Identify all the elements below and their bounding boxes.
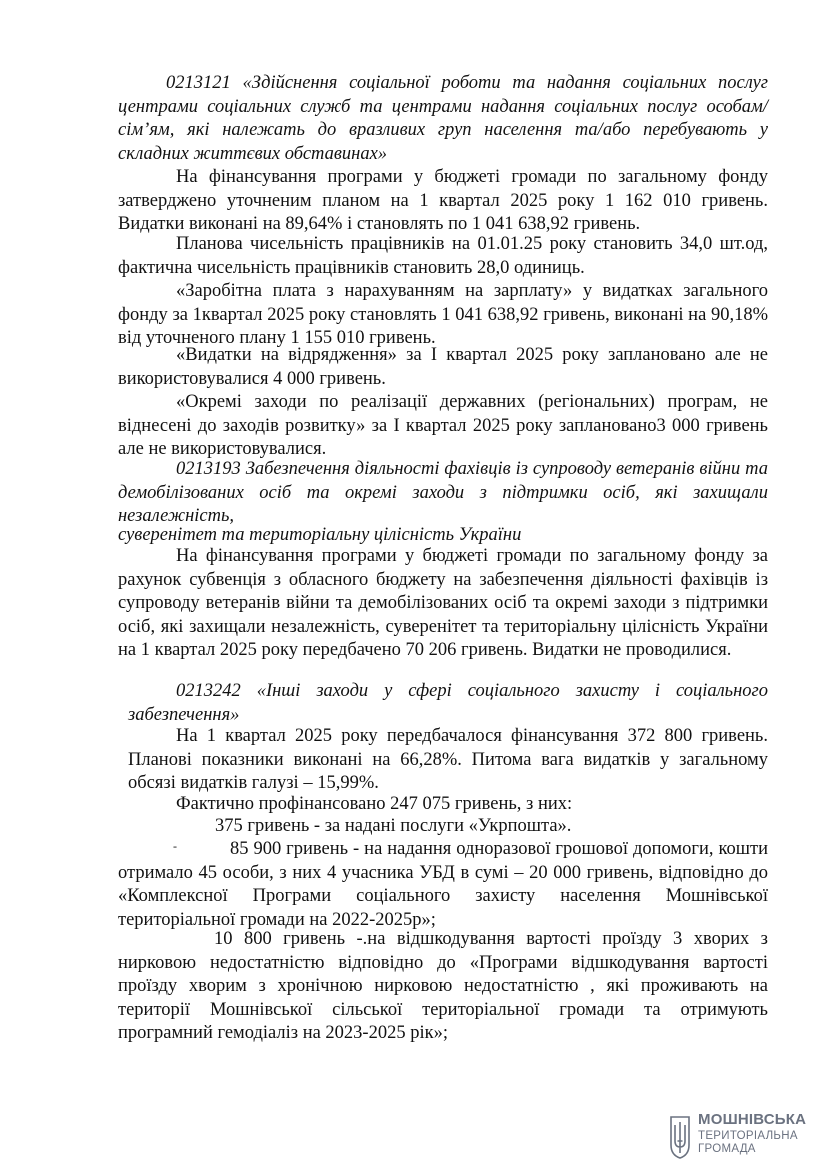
- paragraph-ukrposhta: 375 гривень - за надані послуги «Укрпошта».: [215, 816, 572, 836]
- logo-subtitle-line-2: ГРОМАДА: [698, 1143, 756, 1155]
- section-heading-0213242: 0213242 «Інші заходи у сфері соціального захисту і соціального забезпечення»: [128, 681, 768, 725]
- paragraph-travel-expenses: «Видатки на відрядження» за І квартал 2025 року заплановано але не використовувалися 4 000 гривень.: [118, 345, 768, 389]
- paragraph-dialysis-compensation: 10 800 гривень -.на відшкодування вартості проїзду 3 хворих з нирковою недостатністю відповідно до «Програми відшкодування вартості проїзду хворим з хронічною нирковою недостатністю , які проживають на території Мошнівської сільської територіальної громади та отримують програмний гемодіаліз на 2023-2025 рік»;: [118, 929, 768, 1043]
- paragraph-staff-count: Планова чисельність працівників на 01.01.25 року становить 34,0 шт.од, фактична чисельність працівників становить 28,0 одиниць.: [118, 234, 768, 278]
- logo-subtitle-line-1: ТЕРИТОРІАЛЬНА: [698, 1130, 798, 1142]
- trident-icon: [668, 1115, 692, 1159]
- paragraph-veterans-funding: На фінансування програми у бюджеті громади по загальному фонду за рахунок субвенція з обласного бюджету на забезпечення діяльності фахівців із супроводу ветеранів війни та демобілізованих осіб та окремі заходи з підтримки осіб, які захищали незалежність, суверенітет та територіальну цілісність України на 1 квартал 2025 року передбачено 70 206 гривень. Видатки не проводилися.: [118, 546, 768, 660]
- paragraph-social-protection-funding: На 1 квартал 2025 року передбачалося фінансування 372 800 гривень. Планові показники виконані на 66,28%. Питома вага видатків у загальному обсязі видатків галузі – 15,99%.: [128, 726, 768, 793]
- paragraph-one-time-aid: 85 900 гривень - на надання одноразової грошової допомоги, кошти отримало 45 особи, з них 4 учасника УБД в сумі – 20 000 гривень, відповідно до «Комплексної Програми соціального захисту населення Мошнівської територіальної громади на 2022-2025р»;: [118, 839, 768, 930]
- paragraph-actual-financing: Фактично профінансовано 247 075 гривень, з них:: [176, 794, 573, 814]
- section-heading-0213193-continued: суверенітет та територіальну цілісність України: [118, 525, 522, 545]
- section-heading-0213193: 0213193 Забезпечення діяльності фахівців із супроводу ветеранів війни та демобілізованих осіб та окремі заходи з підтримки осіб, які захищали незалежність,: [118, 459, 768, 526]
- paragraph-state-programs: «Окремі заходи по реалізації державних (регіональних) програм, не віднесені до заходів розвитку» за І квартал 2025 року заплановано3 000 гривень але не використовувалися.: [118, 392, 768, 459]
- community-logo: [668, 1112, 818, 1164]
- section-heading-0213121: 0213121 «Здійснення соціальної роботи та надання соціальних послуг центрами соціальних служб та центрами надання соціальних послуг особам/сім’ям, які належать до вразливих груп населення та/або перебувають у складних життєвих обставинах»: [118, 73, 768, 164]
- paragraph-salary: «Заробітна плата з нарахуванням на зарплату» у видатках загального фонду за 1квартал 2025 року становлять 1 041 638,92 гривень, виконані на 90,18% від уточненого плану 1 155 010 гривень.: [118, 281, 768, 348]
- paragraph-funding-plan: На фінансування програми у бюджеті громади по загальному фонду затверджено уточненим планом на 1 квартал 2025 року 1 162 010 гривень. Видатки виконані на 89,64% і становлять по 1 041 638,92 гривень.: [118, 167, 768, 234]
- stray-mark: -: [173, 839, 177, 853]
- logo-title: МОШНІВСЬКА: [698, 1111, 807, 1128]
